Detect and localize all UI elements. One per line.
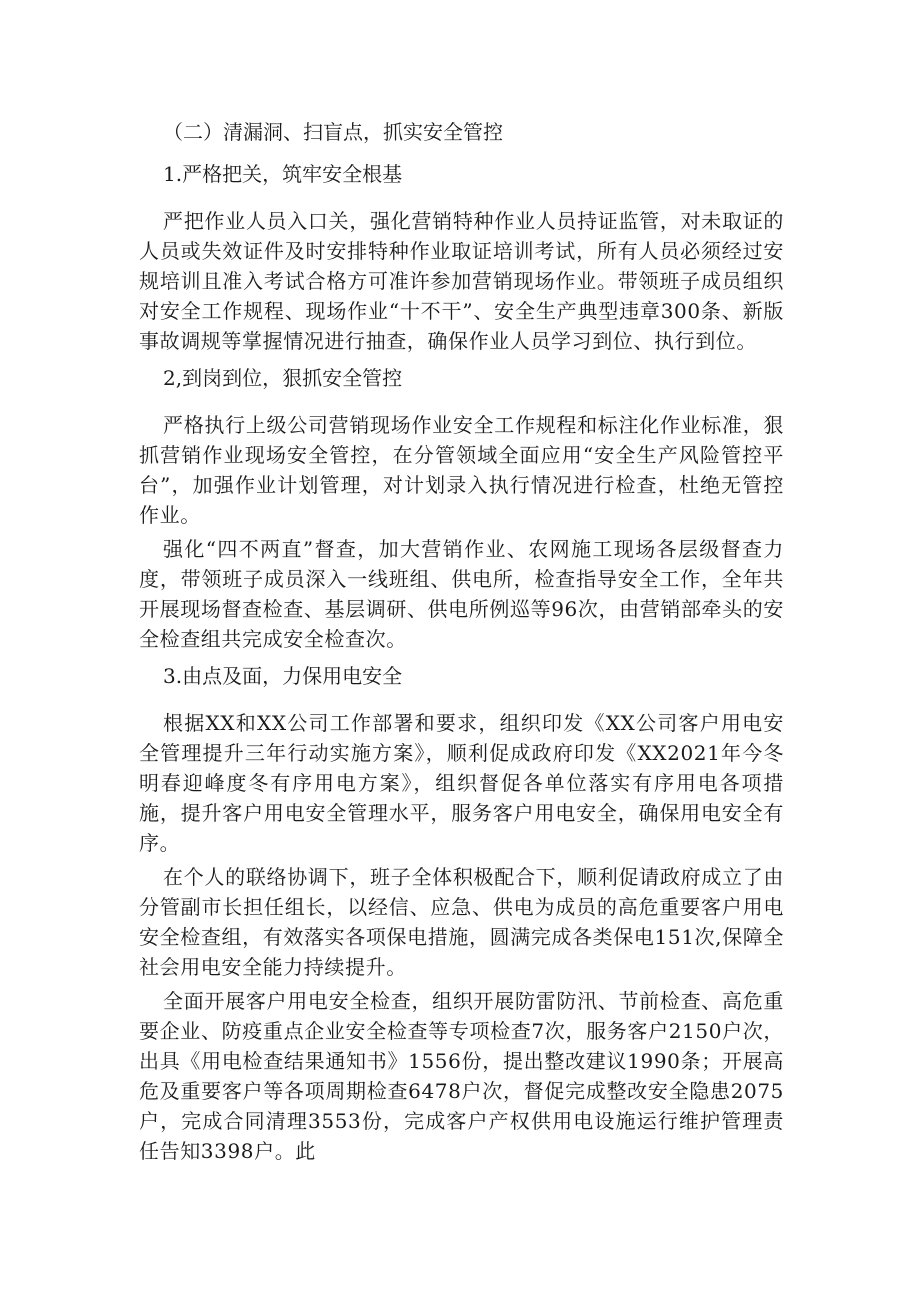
subsection-heading-1: 1.严格把关，筑牢安全根基 <box>163 162 403 186</box>
paragraph: 全面开展客户用电安全检查，组织开展防雷防汛、节前检查、高危重要企业、防疫重点企业安全检查等专项检查7次，服务客户2150户次，出具《用电检查结果通知书》1556份，提出整改建议1990条；开展高危及重要客户等各项周期检查6478户次，督促完成整改安全隐患2075户，完成合同清理3553份，完成客户产权供用电设施运行维护管理责任告知3398户。此 <box>139 989 784 1163</box>
section-heading: （二）清漏洞、扫盲点，抓实安全管控 <box>163 120 503 144</box>
paragraph: 根据XX和XX公司工作部署和要求，组织印发《XX公司客户用电安全管理提升三年行动实施方案》，顺利促成政府印发《XX2021年今冬明春迎峰度冬有序用电方案》，组织督促各单位落实有序用电各项措施，提升客户用电安全管理水平，服务客户用电安全，确保用电安全有序。 <box>139 711 784 855</box>
paragraph: 在个人的联络协调下，班子全体积极配合下，顺利促请政府成立了由分管副市长担任组长，以经信、应急、供电为成员的高危重要客户用电安全检查组，有效落实各项保电措施，圆满完成各类保电151次,保障全社会用电安全能力持续提升。 <box>139 865 784 979</box>
subsection-heading-3: 3.由点及面，力保用电安全 <box>163 664 403 688</box>
document-body <box>139 112 784 1166</box>
paragraph: 强化“四不两直”督查，加大营销作业、农网施工现场各层级督查力度，带领班子成员深入一线班组、供电所，检查指导安全工作，全年共开展现场督查检查、基层调研、供电所例巡等96次，由营销部牵头的安全检查组共完成安全检查次。 <box>139 537 784 651</box>
paragraph: 严把作业人员入口关，强化营销特种作业人员持证监管，对未取证的人员或失效证件及时安排特种作业取证培训考试，所有人员必须经过安规培训且准入考试合格方可准许参加营销现场作业。带领班子成员组织对安全工作规程、现场作业“十不干”、安全生产典型违章300条、新版事故调规等掌握情况进行抽查，确保作业人员学习到位、执行到位。 <box>139 209 784 353</box>
paragraph: 严格执行上级公司营销现场作业安全工作规程和标注化作业标准，狠抓营销作业现场安全管控，在分管领域全面应用“安全生产风险管控平台”，加强作业计划管理，对计划录入执行情况进行检查，杜绝无管控作业。 <box>139 413 784 527</box>
subsection-heading-2: 2,到岗到位，狠抓安全管控 <box>163 366 403 390</box>
